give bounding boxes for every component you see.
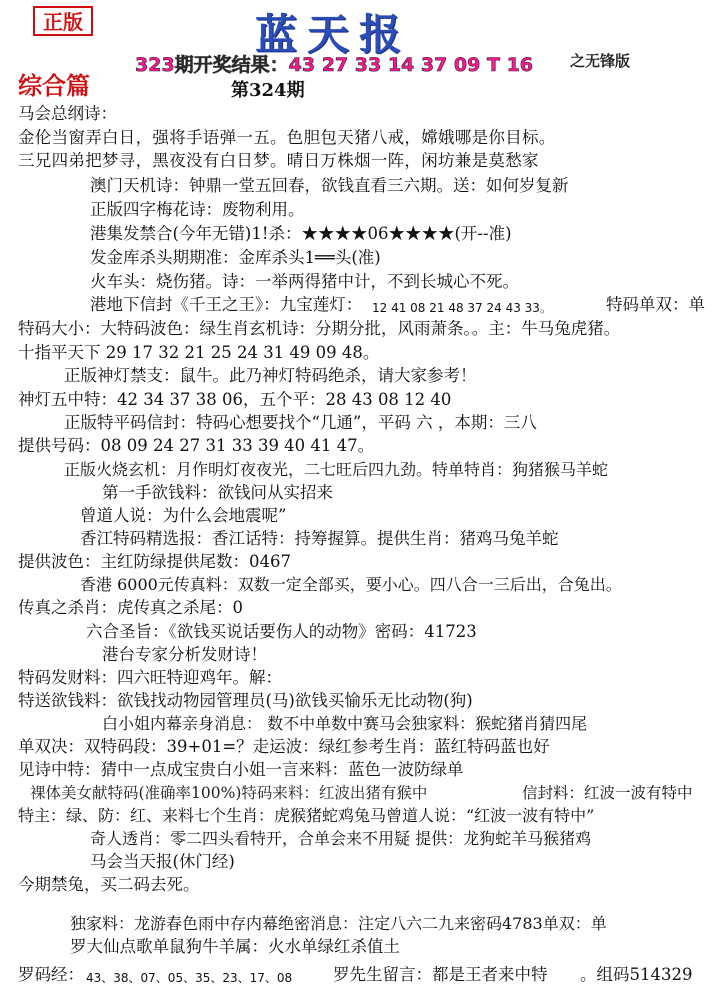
text-line: 十指平天下 29 17 32 21 25 24 31 49 09 48。	[18, 343, 380, 362]
text-line: 马会当天报(休门经)	[90, 852, 235, 871]
text-line: 发金库杀头期期准：金库杀头1══头(准)	[90, 248, 381, 267]
text-line: 金伦当窗弄白日，强将手语弹一五。色胆包天猪八戒，嫦娥哪是你目标。	[18, 128, 556, 147]
text-line: 曾道人说：为什么会地震呢”	[80, 506, 287, 525]
text-line: 马会总纲诗：	[18, 104, 117, 123]
text-line: 特码发财料：四六旺特迎鸡年。解：	[18, 668, 282, 687]
text-line: 港集发禁合(今年无错)1!杀：★★★★06★★★★(开--准)	[90, 224, 512, 243]
text-line: 火车头：烧伤猪。诗：一举两得猪中计，不到长城心不死。	[90, 272, 519, 291]
text-line: 罗大仙点歌单鼠狗牛羊属：火水单绿红杀值土	[70, 937, 400, 956]
text-line: 神灯五中特：42 34 37 38 06，五个平：28 43 08 12 40	[18, 390, 452, 409]
newspaper-title: 蓝天报	[255, 10, 412, 59]
text-line: 特送欲钱料：欲钱找动物园管理员(马)欲钱买愉乐无比动物(狗)	[18, 691, 473, 710]
text-line: 裸体美女献特码(准确率100%)特码来料：红波出猪有猴中	[30, 784, 428, 802]
text-line: 正版神灯禁支：鼠牛。此乃神灯特码绝杀，请大家参考！	[64, 366, 477, 385]
text-line: 香江特码精选报：香江话特：持筹握算。提供生肖：猪鸡马兔羊蛇	[80, 529, 559, 548]
text-line: 奇人透肖：零二四头看特开，合单会来不用疑 提供：龙狗蛇羊马猴猪鸡	[90, 829, 592, 848]
envelope-numbers: 12 41 08 21 48 37 24 43 33。	[372, 301, 552, 315]
text-line: 提供号码：08 09 24 27 31 33 39 40 41 47。	[18, 436, 375, 455]
text-line: 白小姐内幕亲身消息： 数不中单数中赛马会独家料：猴蛇猪肖猜四尾	[102, 714, 588, 733]
draw-results-banner: 323期开奖结果：43 27 33 14 37 09 T 16	[135, 54, 534, 76]
text-line: 独家料：龙游春色雨中存内幕绝密消息：注定八六二九来密码4783单双：单	[70, 914, 607, 933]
text-line: 港地下信封《千王之王》：九宝莲灯：	[90, 295, 363, 314]
text-line: 提供波色：主红防绿提供尾数：0467	[18, 552, 291, 571]
text-line: 正版四字梅花诗：废物利用。	[90, 200, 305, 219]
text-line: 正版特平码信封：特码心想要找个“几通”，平码 六 ，本期：三八	[64, 413, 537, 432]
section-title: 综合篇	[18, 71, 90, 100]
text-line: 澳门天机诗：钟鼎一堂五回春，欲钱直看三六期。送：如何岁复新	[90, 176, 569, 195]
text-line: 港台专家分析发财诗！	[102, 645, 267, 664]
text-line: 见诗中特：猜中一点成宝贵白小姐一言来料：蓝色一波防绿单	[18, 760, 464, 779]
text-line: 今期禁兔，买二码去死。	[18, 875, 200, 894]
text-line: 香港 6000元传真料：双数一定全部买，要小心。四八合一三后出，合兔出。	[80, 575, 622, 594]
text-line: 特主：绿、防：红、来料七个生肖：虎猴猪蛇鸡兔马曾道人说：“红波一波有特中”	[18, 806, 595, 825]
text-line: 单双决：双特码段：39+01=？走运波：绿红参考生肖：蓝红特码蓝也好	[18, 737, 550, 756]
text-line: 信封料：红波一波有特中	[522, 784, 693, 802]
zhengban-badge: 正版	[33, 6, 93, 36]
text-line: 三兄四弟把梦寻，黑夜没有白日梦。晴日万株烟一阵，闲坊兼是莫愁家	[18, 151, 539, 170]
text-line: 特码单双：单	[606, 295, 705, 314]
text-line: 传真之杀肖：虎传真之杀尾：0	[18, 598, 243, 617]
text-line: 特码大小：大特码波色：绿生肖玄机诗：分期分批，风雨萧条。。主：牛马兔虎猪。	[18, 319, 621, 338]
text-line: 六合圣旨：《欲钱买说话要伤人的动物》密码：41723	[86, 622, 477, 641]
text-line: 罗码经：	[18, 965, 84, 984]
edition-label: 之无锋版	[570, 52, 631, 70]
issue-number: 第324期	[231, 80, 305, 101]
text-line: 。组码514329	[580, 965, 693, 984]
luo-codes: 43、38、07、05、35、23、17、08	[86, 971, 293, 985]
text-line: 第一手欲钱料：欲钱问从实招来	[102, 483, 333, 502]
text-line: 正版火烧玄机：月作明灯夜夜光，二七旺后四九劲。特单特肖：狗猪猴马羊蛇	[64, 460, 609, 479]
text-line: 罗先生留言：都是王者来中特	[333, 965, 548, 984]
